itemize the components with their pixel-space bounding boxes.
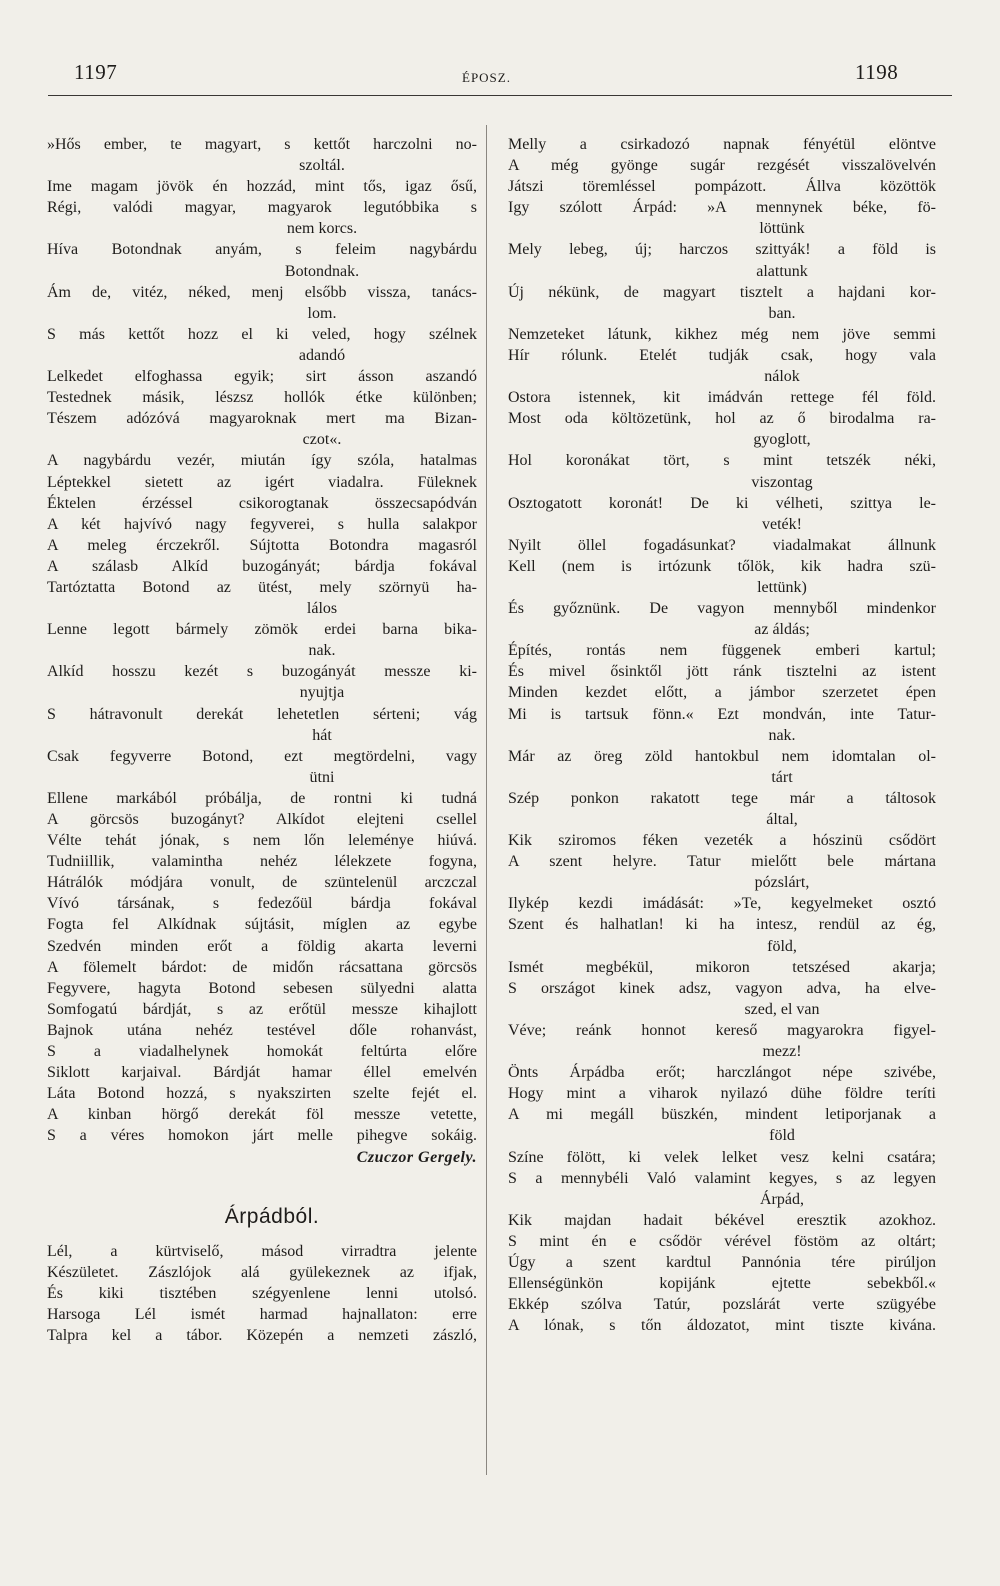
verse-line: Úgy a szent kardtul Pannónia tére pirúljon [508,1253,936,1271]
verse-line: S hátravonult derekát lehetetlen sérteni; vág [47,705,477,723]
verse-line: Láta Botond hozzá, s nyakszirten szelte fejét el. [47,1085,477,1103]
verse-line: A görcsös buzogányt? Alkídot elejteni csellel [47,811,477,828]
verse-line: Ellenségünkön kopijánk ejtette sebekből.« [508,1275,936,1293]
verse-line: Lél, a kürtviselő, másod virradtra jelente [47,1242,477,1260]
verse-line: Szent és halhatlan! ki ha intesz, rendül az ég, [508,916,936,934]
verse-line: nyujtja [299,684,345,702]
verse-line: mezz! [762,1043,802,1061]
verse-line: Alkíd hosszu kezét s buzogányát messze ki- [47,663,477,681]
verse-line: Igy szólott Árpád: »A mennynek béke, fö- [508,199,936,217]
verse-line: szed, el van [744,1000,820,1018]
verse-line: Kell (nem is irtózunk tőlök, kik hadra szü- [508,557,936,575]
verse-line: Vélte tehát jónak, s nem lőn leleménye hiúvá. [47,832,477,850]
poem-arpadbol-continued [508,134,936,1336]
verse-line: Bajnok utána nehéz testével dőle rohanvást, [47,1021,477,1039]
verse-line: föld [769,1127,795,1145]
verse-line: Ekkép szólva Tatúr, pozslárát verte szügyébe [508,1296,936,1314]
verse-line: A szálasb Alkíd buzogányát; bárdja fokával [47,557,477,575]
verse-line: viszontag [751,473,813,491]
author-signature: Czuczor Gergely. [356,1148,477,1166]
verse-line: nálok [764,368,800,386]
verse-line: S országot kinek adsz, vagyon adva, ha elve- [508,979,936,997]
verse-line: És kiki tisztében szégyenlene lenni utolsó. [47,1284,477,1302]
verse-line: Lenne legott bármely zömök erdei barna bika- [47,621,477,639]
verse-line: Siklott karjaival. Bárdját hamar éllel emelvén [47,1064,477,1082]
verse-line: S a viadalhelynek homokát feltúrta előre [47,1043,477,1061]
verse-line: A két hajvívó nagy fegyverei, s hulla salakpor [47,515,477,533]
verse-line: Talpra kel a tábor. Közepén a nemzeti zászló, [47,1327,477,1345]
verse-line: Somfogatú bárdját, s az erőtül messze kihajlott [47,1000,477,1018]
verse-line: Árpád, [760,1190,804,1208]
verse-line: Híva Botondnak anyám, s feleim nagybárdu [47,241,477,259]
section-title: Árpádból. [224,1204,320,1228]
verse-line: Ellene markából próbálja, de rontni ki tudná [47,789,477,807]
poem-czuczor [47,134,477,1147]
verse-line: nak. [768,726,796,744]
verse-line: Lelkedet elfoghassa egyik; sirt ásson aszandó [47,368,477,386]
verse-line: gyoglott, [753,431,811,449]
verse-line: A szent helyre. Tatur mielőtt bele mártana [508,853,936,871]
verse-line: Hátrálók módjára vonult, de szüntelenül arczczal [47,874,477,892]
verse-line: Hír rólunk. Etelét tudják csak, hogy vala [508,346,936,364]
verse-line: Régi, valódi magyar, magyarok legutóbbika s [47,199,477,217]
verse-line: Tudniillik, valamintha nehéz lélekzete fogyna, [47,853,477,871]
verse-line: Új nékünk, de magyart tisztelt a hajdani kor- [508,283,936,301]
verse-line: hát [312,726,332,744]
verse-line: pózslárt, [754,874,810,892]
verse-line: Fogta fel Alkídnak sújtásit, míglen az egybe [47,916,477,934]
verse-line: lettünk) [757,578,807,596]
verse-line: Már az öreg zöld hantokbul nem idomtalan ol- [508,747,936,765]
verse-line: És győznünk. De vagyon mennyből mindenkor [508,600,936,618]
header-rule [48,95,952,96]
verse-line: A még gyönge sugár rezgését visszalövelvén [508,157,936,175]
verse-line: Vívó társának, s fedezőül bárdja fokával [47,895,477,913]
verse-line: A mi megáll büszkén, mindent letiporjanak a [508,1106,936,1124]
verse-line: löttünk [759,220,805,238]
verse-line: alattunk [756,262,808,280]
verse-line: lálos [306,600,338,618]
verse-line: czot«. [302,431,342,449]
verse-line: Minden kezdet előtt, a jámbor szerzetet épen [508,684,936,702]
verse-line: A fölemelt bárdot: de midőn rácsattana görcsös [47,958,477,976]
verse-line: az áldás; [754,621,810,639]
verse-line: Most oda költözetünk, hol az ő birodalma ra- [508,410,936,428]
verse-line: Ám de, vitéz, néked, menj elsőbb vissza, tanács- [47,283,477,301]
verse-line: A lónak, s tőn áldozatot, mint tiszte kivána. [508,1317,936,1335]
verse-line: Mely lebeg, új; harczos szittyák! a föld is [508,241,936,259]
verse-line: nem korcs. [286,220,358,238]
verse-line: által, [766,811,798,828]
verse-line: Kik majdan hadait békével eresztik azokhoz. [508,1211,936,1229]
verse-line: Harsoga Lél ismét harmad hajnallaton: erre [47,1305,477,1323]
verse-line: ban. [768,304,796,322]
verse-line: Testednek másik, lészsz hollók étke különben; [47,389,477,407]
verse-line: A nagybárdu vezér, miután így szóla, hatalmas [47,452,477,470]
verse-line: Ilykép kezdi imádását: »Te, kegyelmeket osztó [508,895,936,913]
verse-line: Készületet. Zászlójok alá gyülekeznek az ifjak, [47,1263,477,1281]
verse-line: És mivel ősinktől jött ránk tisztelni az istent [508,663,936,681]
verse-line: Fegyvere, hagyta Botond sebesen sülyedni alatta [47,979,477,997]
verse-line: Tartóztatta Botond az ütést, mely szörnyü ha- [47,578,477,596]
verse-line: S a mennybéli Való valamint kegyes, s az legyen [508,1169,936,1187]
verse-line: szoltál. [299,157,345,175]
verse-line: Ismét megbékül, mikoron tetszésed akarja; [508,958,936,976]
verse-line: lom. [307,304,337,322]
verse-line: Színe fölött, ki velek lelket vesz kelni csatára; [508,1148,936,1166]
verse-line: adandó [298,346,346,364]
running-head: ÉPOSZ. [462,70,511,85]
verse-line: Szép ponkon rakatott tege már a táltosok [508,789,936,807]
verse-line: S a véres homokon járt melle pihegve sokáig. [47,1127,477,1145]
verse-line: Önts Árpádba erőt; harczlángot népe szivébe, [508,1064,936,1082]
verse-line: Tészem adózóvá magyaroknak mert ma Bizan- [47,410,477,428]
column-divider [486,125,487,1475]
verse-line: ütni [309,768,335,786]
verse-line: Hol koronákat tört, s mint tetszék néki, [508,452,936,470]
verse-line: Nemzeteket látunk, kikhez még nem jöve semmi [508,325,936,343]
verse-line: Játszi töremléssel pompázott. Állva közöttök [508,178,936,196]
verse-line: Véve; reánk honnot kereső magyarokra figyel- [508,1021,936,1039]
page-number-left: 1197 [74,60,118,84]
verse-line: veték! [762,515,802,533]
verse-line: Hogy mint a viharok nyilazó dühe földre teríti [508,1085,936,1103]
verse-line: S mint én e csődör vérével föstöm az oltárt; [508,1232,936,1250]
right-column [508,134,936,1336]
verse-line: Mi is tartsuk fönn.« Ezt mondván, inte Tatur- [508,705,936,723]
verse-line: A meleg érczekről. Sújtotta Botondra magasról [47,536,477,554]
verse-line: Nyilt öllel fogadásunkat? viadalmakat állnunk [508,536,936,554]
verse-line: Építés, rontás nem függenek emberi kartul; [508,642,936,660]
poem-arpadbol-start [47,1241,477,1346]
verse-line: S más kettőt hozz el ki veled, hogy szélnek [47,325,477,343]
verse-line: Léptekkel sietett az igért viadalra. Füleknek [47,473,477,491]
verse-line: tárt [771,768,793,786]
verse-line: föld, [767,937,797,955]
verse-line: Kik sziromos féken vezeték a hószinü csődört [508,832,936,850]
verse-line: nak. [308,642,336,660]
verse-line: Éktelen érzéssel csikorogtanak összecsapódván [47,494,477,512]
verse-line: Osztogatott koronát! De ki vélheti, szittya le- [508,494,936,512]
verse-line: Szedvén minden erőt a földig akarta leverni [47,937,477,955]
verse-line: Ime magam jövök én hozzád, mint tős, igaz ősű, [47,178,477,196]
verse-line: Csak fegyverre Botond, ezt megtördelni, vagy [47,747,477,765]
verse-line: Melly a csirkadozó napnak fényétül elöntve [508,136,936,153]
verse-line: Botondnak. [284,262,360,280]
left-column [47,134,477,1346]
verse-line: A kinban hörgő derekát föl messze vetette, [47,1106,477,1124]
verse-line: Ostora istennek, kit imádván rettege fél föld. [508,389,936,407]
page-number-right: 1198 [855,60,899,84]
verse-line: »Hős ember, te magyart, s kettőt harczolni no- [47,136,477,153]
